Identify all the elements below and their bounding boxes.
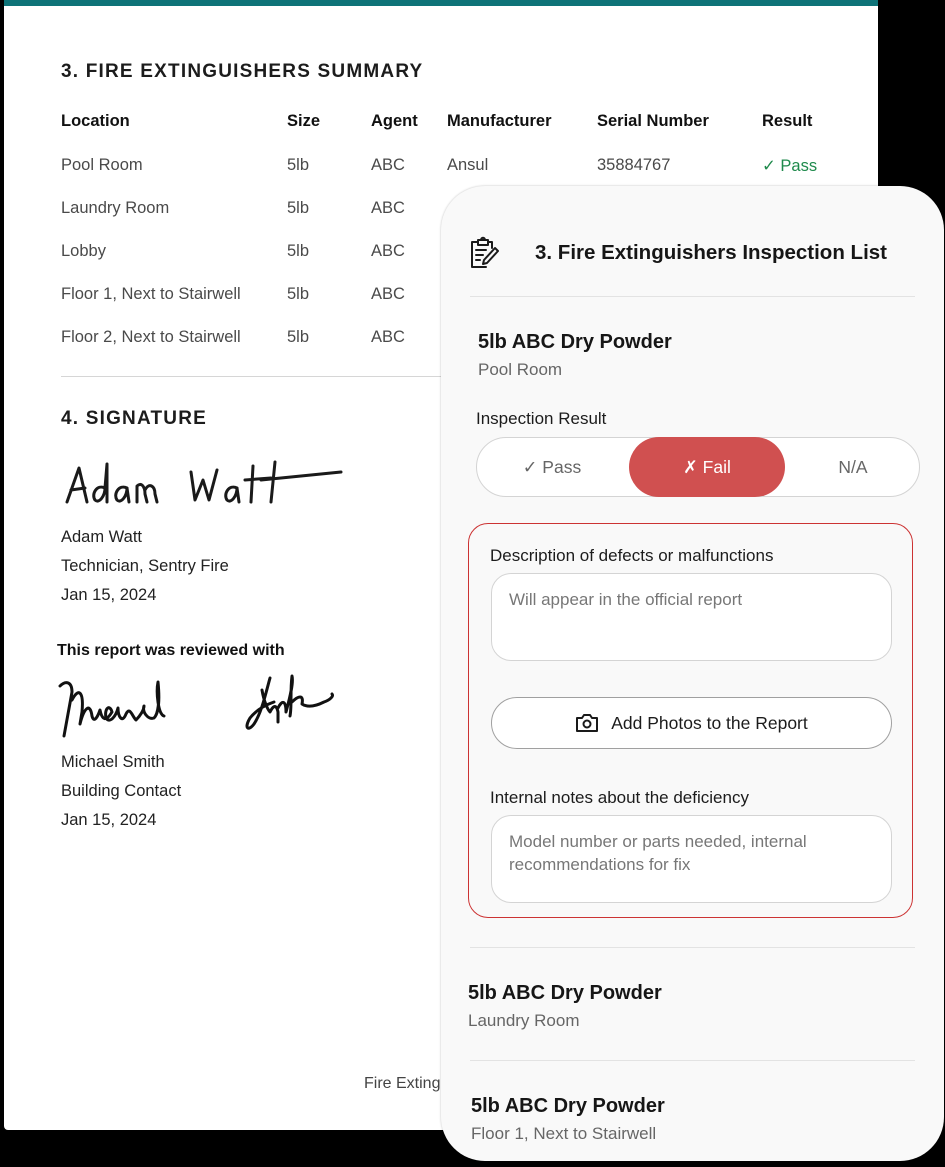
current-item-title: 5lb ABC Dry Powder [478,331,672,353]
report-accent-bar [4,0,878,6]
current-item-location: Pool Room [478,360,563,379]
report-footer: Fire Exting [364,1075,441,1092]
cell-size: 5lb [287,242,310,260]
table-header-row [61,112,841,156]
signature-section-title: 4. SIGNATURE [61,408,208,429]
column-header-result: Result [762,112,813,130]
technician-name: Adam Watt [61,528,142,546]
column-header-serial: Serial Number [597,112,709,130]
reviewed-with-label: This report was reviewed with [57,642,285,659]
contact-date: Jan 15, 2024 [61,811,157,829]
section-divider [61,376,461,377]
list-item-location: Floor 1, Next to Stairwell [471,1124,657,1143]
camera-icon [575,713,599,733]
column-header-size: Size [287,112,321,130]
cell-agent: ABC [371,328,405,346]
cell-result-pass: ✓ Pass [762,157,818,175]
cell-manufacturer: Ansul [447,156,489,174]
cell-size: 5lb [287,285,310,303]
result-option-pass[interactable]: ✓ Pass [522,457,582,477]
internal-notes-label: Internal notes about the deficiency [490,788,749,807]
cell-location: Laundry Room [61,199,170,217]
add-photos-label: Add Photos to the Report [611,712,808,733]
list-item-title: 5lb ABC Dry Powder [471,1095,665,1117]
contact-role: Building Contact [61,782,182,800]
app-header [441,186,944,298]
cell-agent: ABC [371,199,405,217]
cell-location: Floor 2, Next to Stairwell [61,328,241,346]
column-header-agent: Agent [371,112,418,130]
contact-name: Michael Smith [61,753,165,771]
app-header-title: 3. Fire Extinguishers Inspection List [535,241,887,264]
result-option-fail[interactable]: ✗ Fail [629,437,785,497]
cell-location: Pool Room [61,156,143,174]
technician-signature-image [61,458,351,514]
list-item-title: 5lb ABC Dry Powder [468,982,662,1004]
header-divider [470,296,915,297]
cell-location: Lobby [61,242,106,260]
column-header-manufacturer: Manufacturer [447,112,552,130]
internal-notes-input[interactable]: Model number or parts needed, internal recommendations for fix [491,815,892,903]
technician-role: Technician, Sentry Fire [61,557,229,575]
contact-info [61,748,181,835]
cell-location: Floor 1, Next to Stairwell [61,285,241,303]
technician-info [61,523,229,610]
technician-date: Jan 15, 2024 [61,586,157,604]
cell-agent: ABC [371,156,405,174]
inspection-result-label: Inspection Result [476,409,607,428]
item-divider [470,1060,915,1061]
column-header-location: Location [61,112,130,130]
cell-serial: 35884767 [597,156,671,174]
item-divider [470,947,915,948]
list-item-location: Laundry Room [468,1011,580,1030]
summary-section-title: 3. FIRE EXTINGUISHERS SUMMARY [61,61,424,82]
result-option-na[interactable]: N/A [838,457,868,477]
cell-agent: ABC [371,242,405,260]
contact-signature-image [54,672,374,744]
deficiency-details-panel [468,523,913,918]
cell-agent: ABC [371,285,405,303]
defects-description-input[interactable]: Will appear in the official report [491,573,892,661]
cell-size: 5lb [287,328,310,346]
cell-size: 5lb [287,156,310,174]
inspection-result-toggle [476,437,920,497]
defects-description-label: Description of defects or malfunctions [490,546,774,565]
add-photos-button[interactable] [491,697,892,749]
cell-size: 5lb [287,199,310,217]
clipboard-edit-icon [466,236,500,270]
mobile-inspection-app [441,186,944,1161]
